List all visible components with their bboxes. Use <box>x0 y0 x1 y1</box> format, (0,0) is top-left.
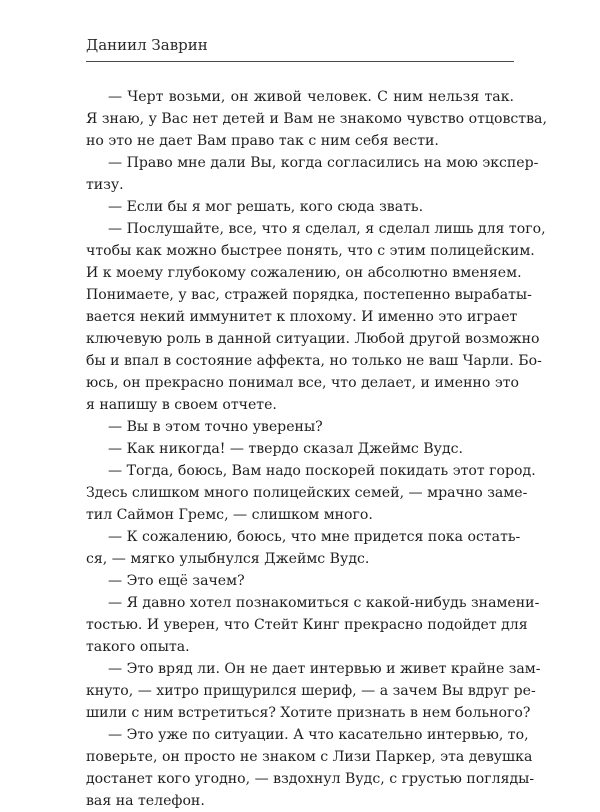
text-line: тил Саймон Гремс, — слишком много. <box>86 507 373 523</box>
text-line: — Как никогда! — твердо сказал Джеймс Вудс. <box>108 441 463 457</box>
text-line: Здесь слишком много полицейских семей, — мрачно замe- <box>86 485 528 501</box>
text-line: — К сожалению, боюсь, что мне придется пока остать- <box>108 529 521 545</box>
text-line: но это не дает Вам право так с ним себя вести. <box>86 133 439 149</box>
text-line: бы и впал в состояние аффекта, но только не ваш Чарли. Бо- <box>86 353 542 369</box>
text-line: ключевую роль в данной ситуации. Любой другой возможно <box>86 331 540 347</box>
text-line: — Это уже по ситуации. А что касательно интервью, то, <box>108 727 529 743</box>
text-line: — Это вряд ли. Он не дает интервью и живет крайне зам- <box>108 661 541 677</box>
text-line: — Вы в этом точно уверены? <box>108 419 323 435</box>
text-line: такого опыта. <box>86 639 190 655</box>
text-line: кнуто, — хитро прищурился шериф, — а зачем Вы вдруг ре- <box>86 683 536 699</box>
text-line: тизу. <box>86 177 124 193</box>
text-line: — Это ещё зачем? <box>108 573 245 589</box>
text-line: Я знаю, у Вас нет детей и Вам не знакомо чувство отцовства, <box>86 111 547 127</box>
running-head-author: Даниил Заврин <box>86 36 208 54</box>
text-line: — Черт возьми, он живой человек. С ним нельзя так. <box>108 89 514 105</box>
text-line: поверьте, он просто не знаком с Лизи Паркер, эта девушка <box>86 749 533 765</box>
text-line: — Послушайте, все, что я сделал, я сделал лишь для того, <box>108 221 546 237</box>
text-line: я напишу в своем отчете. <box>86 397 277 413</box>
text-line: — Я давно хотел познакомиться с какой-нибудь знамени- <box>108 595 540 611</box>
text-line: вая на телефон. <box>86 793 205 809</box>
text-line: ся, — мягко улыбнулся Джеймс Вудс. <box>86 551 370 567</box>
text-line: шили с ним встретиться? Хотите признать в нем больного? <box>86 705 531 721</box>
text-line: юсь, он прекрасно понимал все, что делает, и именно это <box>86 375 520 391</box>
header-rule <box>86 61 514 62</box>
text-line: Понимаете, у вас, стражей порядка, постепенно вырабаты- <box>86 287 532 303</box>
text-line: И к моему глубокому сожалению, он абсолютно вменяем. <box>86 265 522 281</box>
text-line: — Если бы я мог решать, кого сюда звать. <box>108 199 424 215</box>
text-line: — Право мне дали Вы, когда согласились на мою экспер- <box>108 155 539 171</box>
text-line: достанет кого угодно, — вздохнул Вудс, с грустью погляды- <box>86 771 535 787</box>
text-line: чтобы как можно быстрее понять, что с этим полицейским. <box>86 243 535 259</box>
text-line: — Тогда, боюсь, Вам надо поскорей покидать этот город. <box>108 463 536 479</box>
body-text <box>86 86 547 812</box>
text-line: тостью. И уверен, что Стейт Кинг прекрасно подойдет для <box>86 617 528 633</box>
text-line: вается некий иммунитет к плохому. И именно это играет <box>86 309 518 325</box>
